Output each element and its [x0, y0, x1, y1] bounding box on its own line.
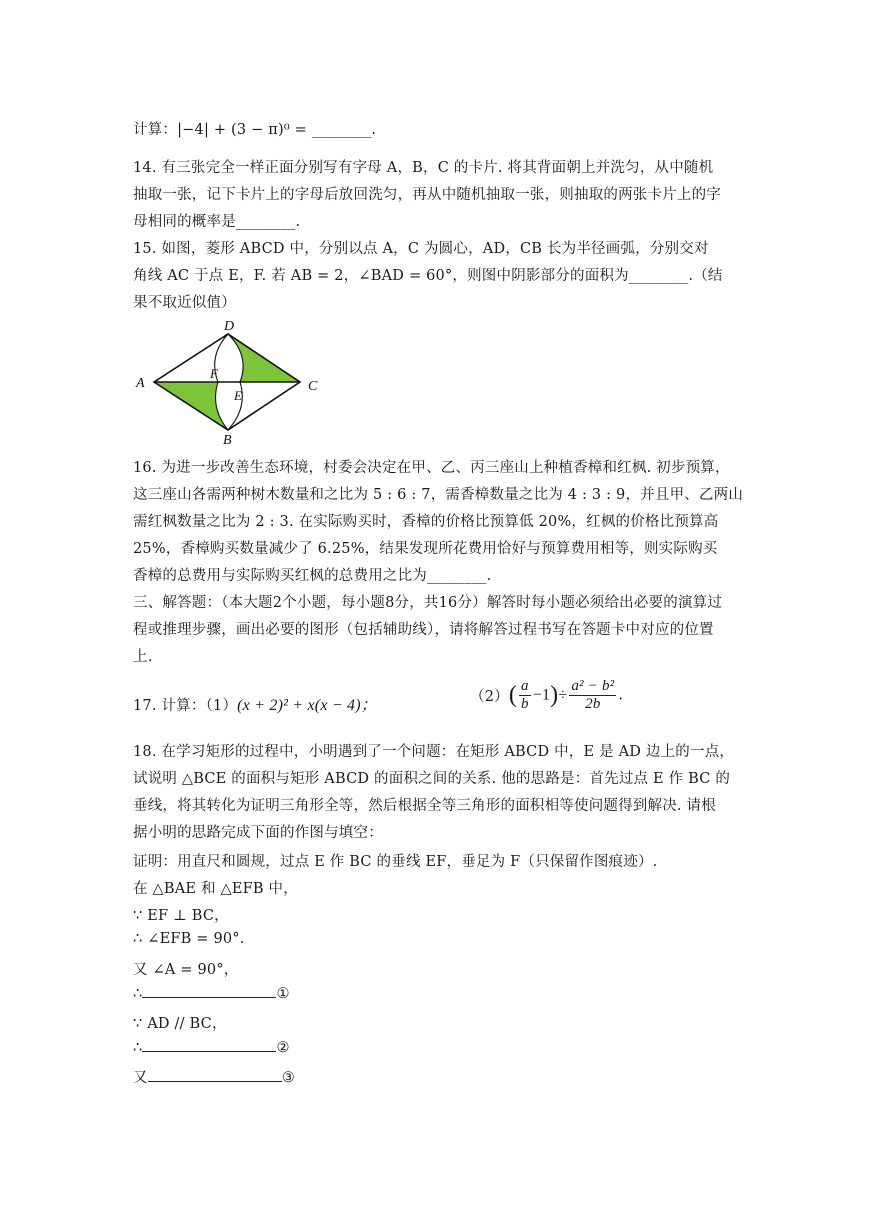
q18-proof-3: ∵ EF ⊥ BC，	[133, 908, 229, 924]
label-b: B	[223, 433, 232, 448]
q16-line-3: 需红枫数量之比为 2 : 3. 在实际购买时，香樟的价格比预算低 20%，红枫的价格比预算高	[133, 514, 719, 530]
q18-proof-7: ∵ AD // BC，	[133, 1016, 227, 1032]
label-e: E	[234, 388, 242, 403]
q18-proof-8	[133, 1039, 290, 1056]
q18-proof-8-prefix: ∴	[133, 1040, 143, 1056]
section3-line-1: 三、解答题：（本大题2个小题，每小题8分，共16分）解答时每小题必须给出必要的演算过	[133, 595, 723, 611]
q16-line-5: 香樟的总费用与实际购买红枫的总费用之比为________.	[133, 568, 492, 584]
q13-line	[133, 118, 376, 139]
q17-minus-one: −1	[532, 686, 551, 704]
q18-proof-4: ∴ ∠EFB = 90°.	[133, 931, 245, 947]
label-d: D	[224, 319, 235, 334]
q14-line-3: 母相同的概率是________.	[133, 214, 301, 230]
answer-blank-1[interactable]	[142, 985, 276, 998]
q13-text: 计算：|−4| + (3 − π)⁰ = ________.	[133, 122, 377, 138]
q17-expr1: (x + 2)² + x(x − 4)；	[237, 697, 377, 714]
label-c: C	[308, 379, 318, 394]
q17-frac1-bot: b	[521, 696, 529, 712]
q17-part2-label: （2）	[470, 689, 509, 705]
q18-proof-2: 在 △BAE 和 △EFB 中，	[133, 881, 298, 897]
q17-frac2-top: a² − b²	[571, 678, 615, 694]
answer-blank-3[interactable]	[148, 1069, 282, 1082]
q15-line-3: 果不取近似值）	[133, 295, 236, 311]
q17-line	[133, 692, 377, 715]
section3-line-3: 上.	[133, 649, 153, 665]
q17-frac2-bot: 2b	[585, 696, 601, 712]
q17-frac2	[569, 678, 616, 713]
q14-line-1: 14. 有三张完全一样正面分别写有字母 A，B，C 的卡片. 将其背面朝上并洗匀，从中随机	[133, 160, 714, 176]
q17-frac1	[519, 678, 531, 713]
q18-line-3: 垂线，将其转化为证明三角形全等，然后根据全等三角形的面积相等使问题得到解决. 请根	[133, 798, 716, 814]
section3-line-2: 程或推理步骤，画出必要的图形（包括辅助线），请将解答过程书写在答题卡中对应的位置	[133, 622, 714, 638]
q15-line-2: 角线 AC 于点 E，F. 若 AB = 2，∠BAD = 60°，则图中阴影部分的面积为________.（结	[133, 268, 723, 284]
q18-line-2: 试说明 △BCE 的面积与矩形 ABCD 的面积之间的关系. 他的思路是：首先过点 E 作 BC 的	[133, 771, 731, 787]
q18-proof-8-mark: ②	[276, 1040, 290, 1056]
label-f: F	[210, 366, 218, 381]
label-a: A	[136, 376, 145, 391]
rhombus-figure	[130, 316, 330, 450]
q18-proof-6	[133, 985, 290, 1002]
q17-end: .	[618, 687, 624, 704]
q14-line-2: 抽取一张，记下卡片上的字母后放回洗匀，再从中随机抽取一张，则抽取的两张卡片上的字	[133, 187, 721, 203]
answer-blank-2[interactable]	[142, 1039, 276, 1052]
q18-proof-5: 又 ∠A = 90°，	[133, 962, 239, 978]
q18-proof-6-prefix: ∴	[133, 986, 143, 1002]
q17-div: ÷	[558, 686, 568, 704]
q18-proof-1: 证明：用直尺和圆规，过点 E 作 BC 的垂线 EF，垂足为 F（只保留作图痕迹）.	[133, 854, 658, 870]
q16-line-2: 这三座山各需两种树木数量和之比为 5 : 6 : 7，需香樟数量之比为 4 : 3 : 9，并且甲、乙两山	[133, 487, 744, 503]
q16-line-4: 25%，香樟购买数量减少了 6.25%，结果发现所花费用恰好与预算费用相等，则实际购买	[133, 541, 718, 557]
q18-line-1: 18. 在学习矩形的过程中，小明遇到了一个问题：在矩形 ABCD 中，E 是 AD 边上的一点，	[133, 744, 735, 760]
q17-lead: 17. 计算：（1）	[133, 698, 238, 714]
q18-proof-6-mark: ①	[276, 986, 290, 1002]
q18-proof-9-mark: ③	[281, 1070, 295, 1086]
q15-line-1: 15. 如图，菱形 ABCD 中，分别以点 A，C 为圆心，AD，CB 长为半径画弧，分别交对	[133, 241, 709, 257]
q17-part2: （2）( $\frac{a}{b}$ −1)÷ $\frac{\text{a² − b²}}{2b}$ .	[470, 678, 624, 712]
q18-line-4: 据小明的思路完成下面的作图与填空：	[133, 825, 383, 841]
q18-proof-9-prefix: 又	[133, 1070, 148, 1086]
q16-line-1: 16. 为进一步改善生态环境，村委会决定在甲、乙、丙三座山上种植香樟和红枫. 初步预算，	[133, 460, 730, 476]
q18-proof-9	[133, 1066, 295, 1087]
q17-frac1-top: a	[521, 678, 529, 694]
